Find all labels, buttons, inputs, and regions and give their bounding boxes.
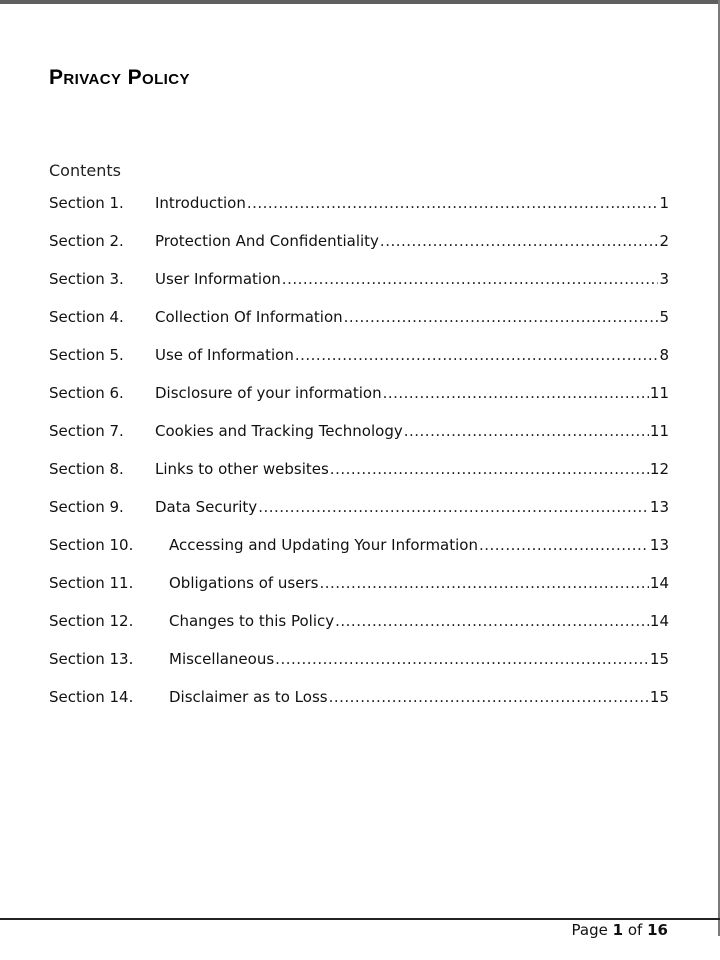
toc-entry[interactable] [49,688,669,726]
toc-entry[interactable] [49,194,669,232]
toc-dot-leader [344,308,659,326]
contents-heading: Contents [49,161,121,180]
toc-page-number: 2 [659,232,669,250]
toc-section-number: Section 5. [49,346,124,364]
toc-entry[interactable] [49,574,669,612]
toc-entry[interactable] [49,422,669,460]
toc-entry[interactable] [49,498,669,536]
toc-section-number: Section 10. [49,536,134,554]
toc-dot-leader [383,384,649,402]
toc-section-title: Data Security [155,498,258,516]
toc-dot-leader [295,346,659,364]
toc-page-number: 1 [659,194,669,212]
toc-section-number: Section 9. [49,498,124,516]
toc-section-number: Section 2. [49,232,124,250]
toc-entry[interactable] [49,650,669,688]
toc-page-number: 12 [649,460,669,478]
toc-page-number: 11 [649,384,669,402]
toc-section-title: Changes to this Policy [169,612,335,630]
toc-entry[interactable] [49,536,669,574]
toc-entry[interactable] [49,270,669,308]
toc-section-title: Use of Information [155,346,294,364]
toc-page-number: 3 [659,270,669,288]
toc-section-number: Section 11. [49,574,134,592]
toc-section-number: Section 12. [49,612,134,630]
toc-entry[interactable] [49,384,669,422]
toc-section-number: Section 1. [49,194,124,212]
toc-section-title: Disclosure of your information [155,384,382,402]
toc-entry[interactable] [49,460,669,498]
toc-section-title: Collection Of Information [155,308,343,326]
toc-dot-leader [319,574,648,592]
toc-page-number: 14 [649,612,669,630]
toc-section-title: Miscellaneous [169,650,275,668]
toc-section-number: Section 6. [49,384,124,402]
toc-section-title: Cookies and Tracking Technology [155,422,403,440]
document-page [0,4,718,918]
toc-dot-leader [380,232,659,250]
toc-section-number: Section 13. [49,650,134,668]
toc-page-number: 11 [649,422,669,440]
toc-dot-leader [247,194,659,212]
toc-dot-leader [282,270,659,288]
toc-section-number: Section 4. [49,308,124,326]
footer-page-label: Page [571,921,608,939]
toc-entry[interactable] [49,232,669,270]
toc-section-title: Introduction [155,194,246,212]
toc-dot-leader [258,498,649,516]
toc-entry[interactable] [49,308,669,346]
toc-dot-leader [479,536,649,554]
toc-page-number: 13 [649,536,669,554]
toc-entry[interactable] [49,346,669,384]
toc-page-number: 15 [649,688,669,706]
toc-section-number: Section 7. [49,422,124,440]
toc-page-number: 5 [659,308,669,326]
toc-page-number: 13 [649,498,669,516]
footer-of-label: of [627,921,643,939]
footer-current-page: 1 [612,921,624,939]
toc-page-number: 8 [659,346,669,364]
table-of-contents [49,194,669,726]
toc-dot-leader [404,422,649,440]
toc-section-number: Section 3. [49,270,124,288]
toc-section-title: Protection And Confidentiality [155,232,379,250]
toc-entry[interactable] [49,612,669,650]
toc-page-number: 14 [649,574,669,592]
footer-total-pages: 16 [647,921,668,939]
toc-section-title: Disclaimer as to Loss [169,688,328,706]
toc-dot-leader [329,688,649,706]
toc-section-title: Accessing and Updating Your Information [169,536,478,554]
toc-dot-leader [330,460,649,478]
toc-page-number: 15 [649,650,669,668]
toc-section-number: Section 14. [49,688,134,706]
toc-section-title: Obligations of users [169,574,319,592]
toc-dot-leader [275,650,649,668]
footer-divider [0,918,720,920]
page-footer [572,921,668,939]
toc-dot-leader [335,612,649,630]
toc-section-title: User Information [155,270,281,288]
toc-section-number: Section 8. [49,460,124,478]
page-title: Privacy Policy [49,66,190,89]
toc-section-title: Links to other websites [155,460,329,478]
